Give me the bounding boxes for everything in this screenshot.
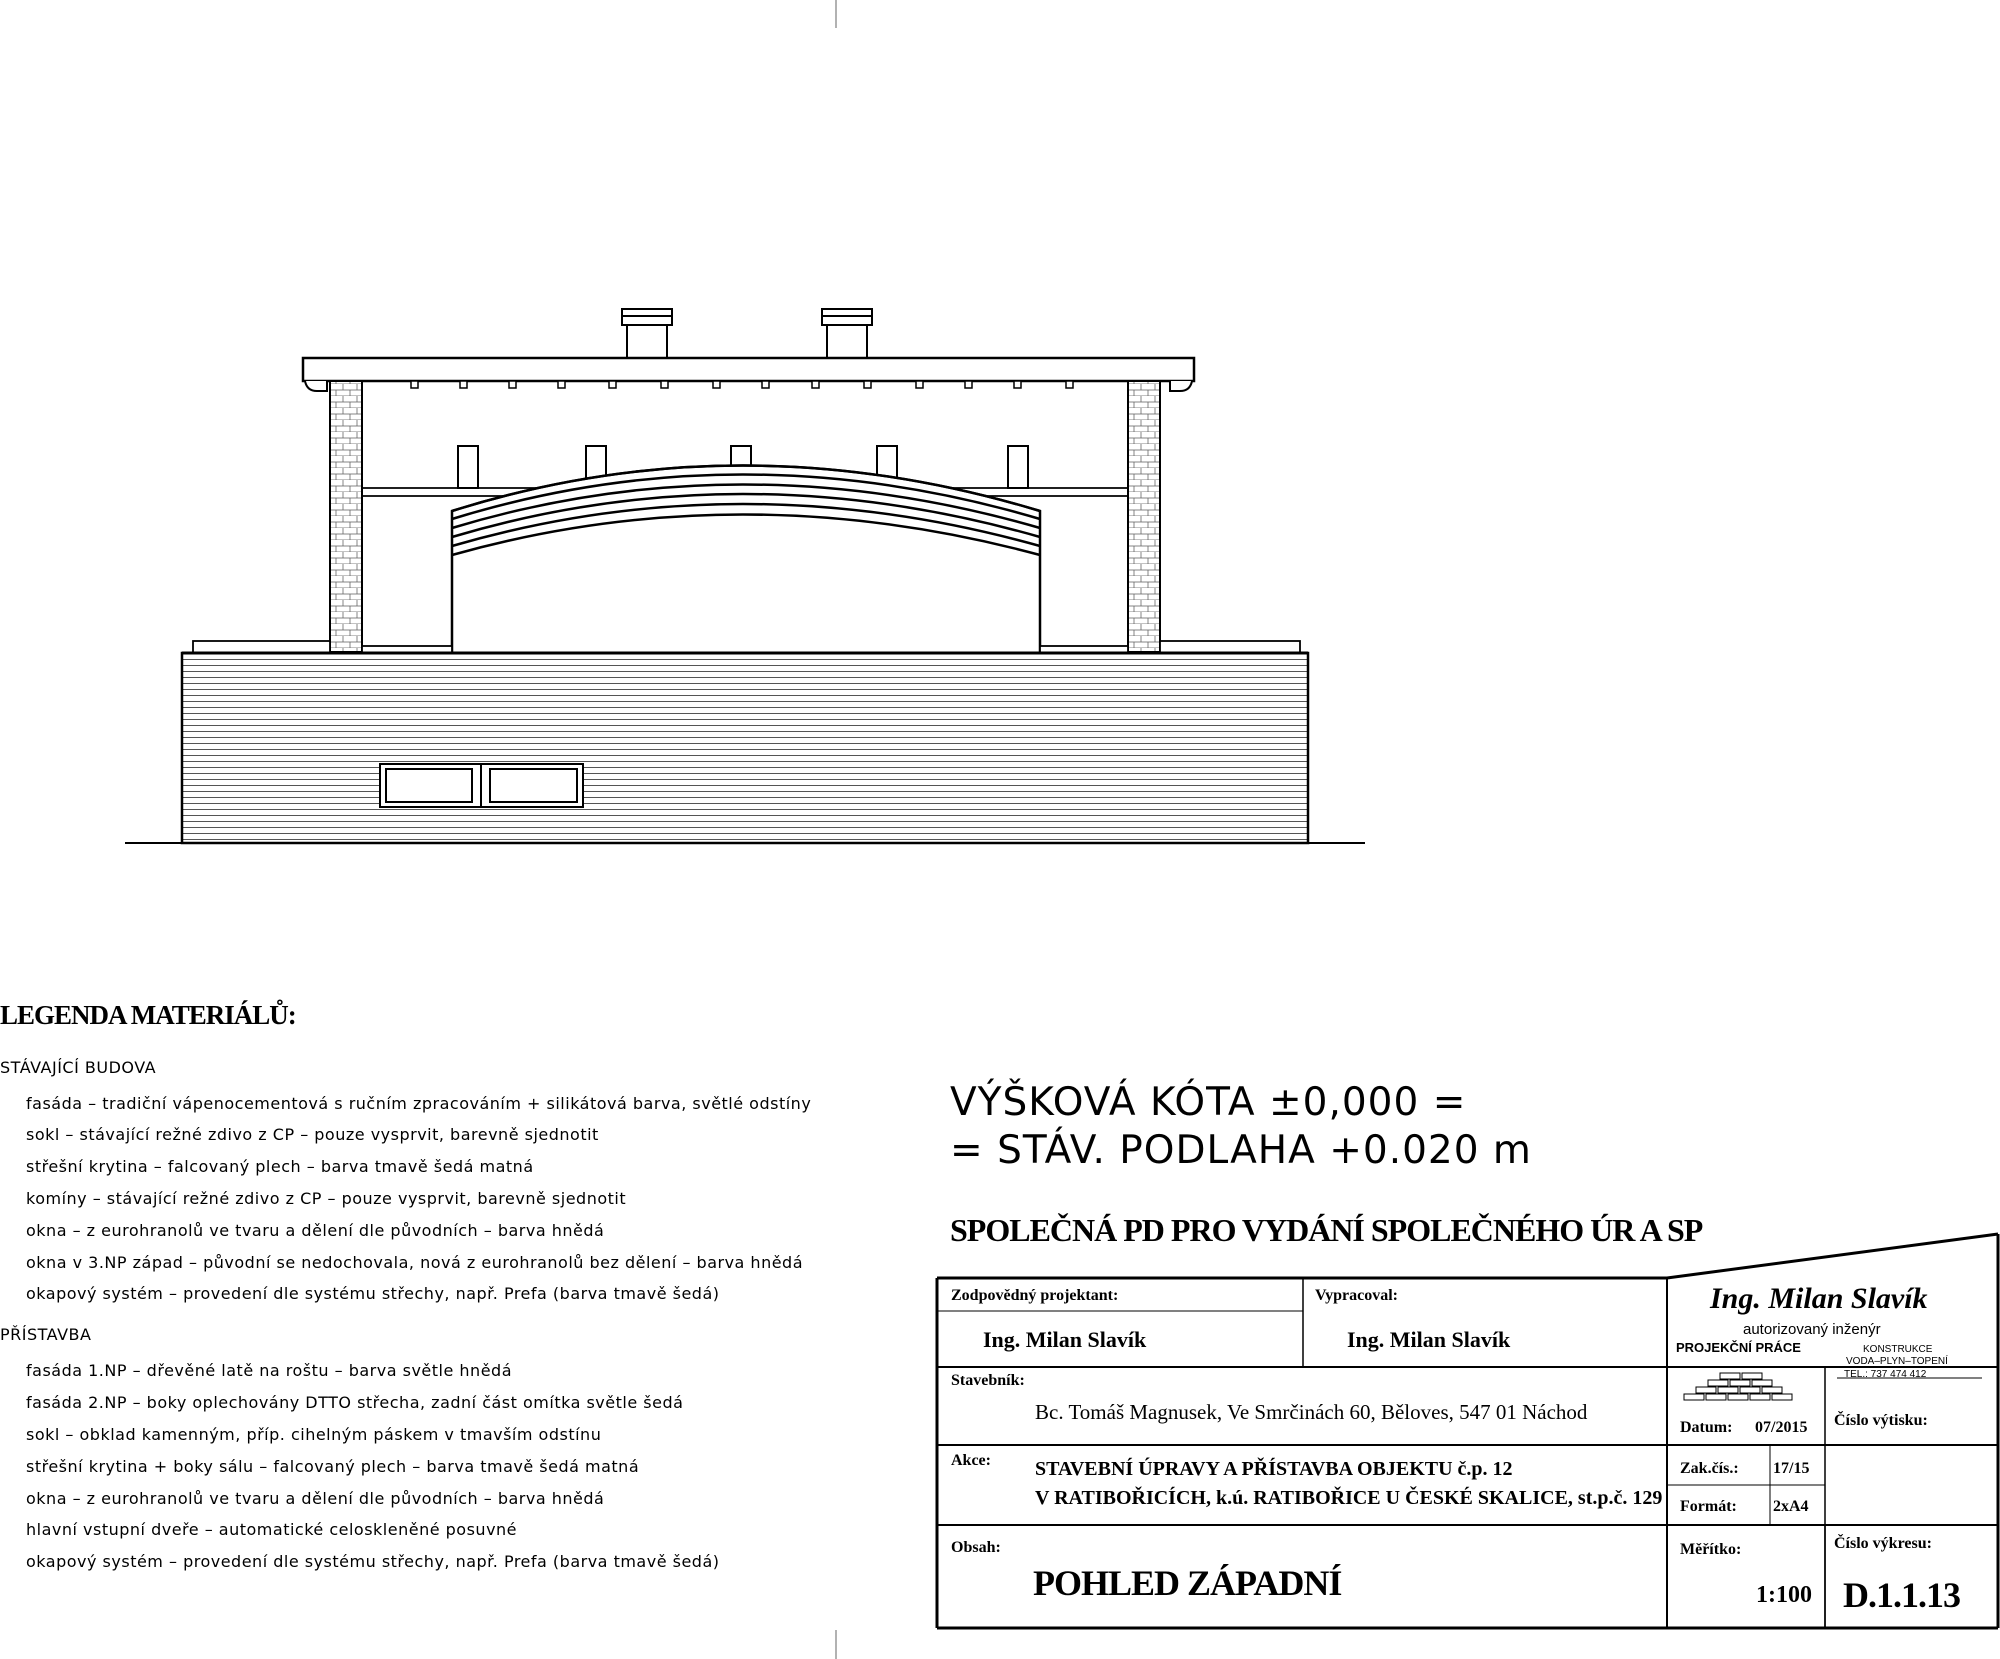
content-value: POHLED ZÁPADNÍ [1033, 1563, 1342, 1603]
height-reference-line1: VÝŠKOVÁ KÓTA ±0,000 = [950, 1080, 1467, 1125]
legend-section-extension: PŘÍSTAVBA [0, 1325, 92, 1344]
action-label: Akce: [951, 1452, 991, 1469]
legend-item: fasáda – tradiční vápenocementová s ručním zpracováním + silikátová barva, světlé odstíny [26, 1094, 812, 1113]
date-label: Datum: [1680, 1419, 1733, 1436]
legend-item: fasáda 1.NP – dřevěné latě na roštu – barva světle hnědá [26, 1361, 512, 1380]
logo-bricks [1684, 1373, 1792, 1400]
drawing-number-value: D.1.1.13 [1843, 1575, 1960, 1615]
legend-item: okna – z eurohranolů ve tvaru a dělení dle původních – barva hnědá [26, 1221, 605, 1240]
legend-item: komíny – stávající režné zdivo z CP – pouze vysprvit, barevně sjednotit [26, 1189, 627, 1208]
logo-phone: TEL.: 737 474 412 [1844, 1369, 1927, 1380]
order-label: Zak.čís.: [1680, 1460, 1739, 1477]
legend-item: sokl – obklad kamenným, příp. cihelným páskem v tmavším odstínu [26, 1425, 602, 1444]
logo-name: Ing. Milan Slavík [1710, 1282, 1928, 1315]
drawing-number-label: Číslo výkresu: [1834, 1535, 1932, 1552]
responsible-label: Zodpovědný projektant: [951, 1287, 1119, 1304]
format-value: 2xA4 [1773, 1498, 1809, 1515]
logo-work: PROJEKČNÍ PRÁCE [1676, 1340, 1801, 1355]
logo-spec1: KONSTRUKCE [1863, 1344, 1933, 1355]
responsible-name: Ing. Milan Slavík [983, 1327, 1147, 1352]
legend-item: střešní krytina – falcovaný plech – barva tmavě šedá matná [26, 1157, 534, 1176]
legend-item: hlavní vstupní dveře – automatické celoskleněné posuvné [26, 1520, 518, 1539]
scale-value: 1:100 [1756, 1582, 1812, 1608]
action-line1: STAVEBNÍ ÚPRAVY A PŘÍSTAVBA OBJEKTU č.p. 12 [1035, 1458, 1513, 1480]
legend-item: okna v 3.NP západ – původní se nedochovala, nová z eurohranolů bez dělení – barva hnědá [26, 1253, 804, 1272]
legend-item: okapový systém – provedení dle systému střechy, např. Prefa (barva tmavě šedá) [26, 1552, 720, 1571]
investor-value: Bc. Tomáš Magnusek, Ve Smrčinách 60, Běloves, 547 01 Náchod [1035, 1400, 1588, 1424]
legend-title: LEGENDA MATERIÁLŮ: [0, 1000, 296, 1030]
height-reference-line2: = STÁV. PODLAHA +0.020 m [950, 1128, 1532, 1173]
legend-item: fasáda 2.NP – boky oplechovány DTTO střecha, zadní část omítka světle šedá [26, 1393, 684, 1412]
legend-section-existing: STÁVAJÍCÍ BUDOVA [0, 1058, 157, 1077]
legend-item: sokl – stávající režné zdivo z CP – pouze vysprvit, barevně sjednotit [26, 1125, 599, 1144]
legend-item: okapový systém – provedení dle systému střechy, např. Prefa (barva tmavě šedá) [26, 1284, 720, 1303]
legend-item: střešní krytina + boky sálu – falcovaný plech – barva tmavě šedá matná [26, 1457, 640, 1476]
logo-spec2: VODA–PLYN–TOPENÍ [1846, 1356, 1948, 1367]
order-value: 17/15 [1773, 1460, 1810, 1477]
action-line2: V RATIBOŘICÍCH, k.ú. RATIBOŘICE U ČESKÉ SKALICE, st.p.č. 129 [1035, 1487, 1663, 1509]
documentation-title: SPOLEČNÁ PD PRO VYDÁNÍ SPOLEČNÉHO ÚR A SP [950, 1212, 1703, 1248]
scale-label: Měřítko: [1680, 1541, 1742, 1558]
content-label: Obsah: [951, 1539, 1001, 1556]
print-number-label: Číslo výtisku: [1834, 1412, 1928, 1429]
legend-item: okna – z eurohranolů ve tvaru a dělení dle původních – barva hnědá [26, 1489, 605, 1508]
investor-label: Stavebník: [951, 1372, 1025, 1389]
format-label: Formát: [1680, 1498, 1737, 1515]
date-value: 07/2015 [1755, 1419, 1808, 1436]
prepared-label: Vypracoval: [1315, 1287, 1398, 1304]
prepared-name: Ing. Milan Slavík [1347, 1327, 1511, 1352]
logo-title: autorizovaný inženýr [1743, 1321, 1881, 1338]
